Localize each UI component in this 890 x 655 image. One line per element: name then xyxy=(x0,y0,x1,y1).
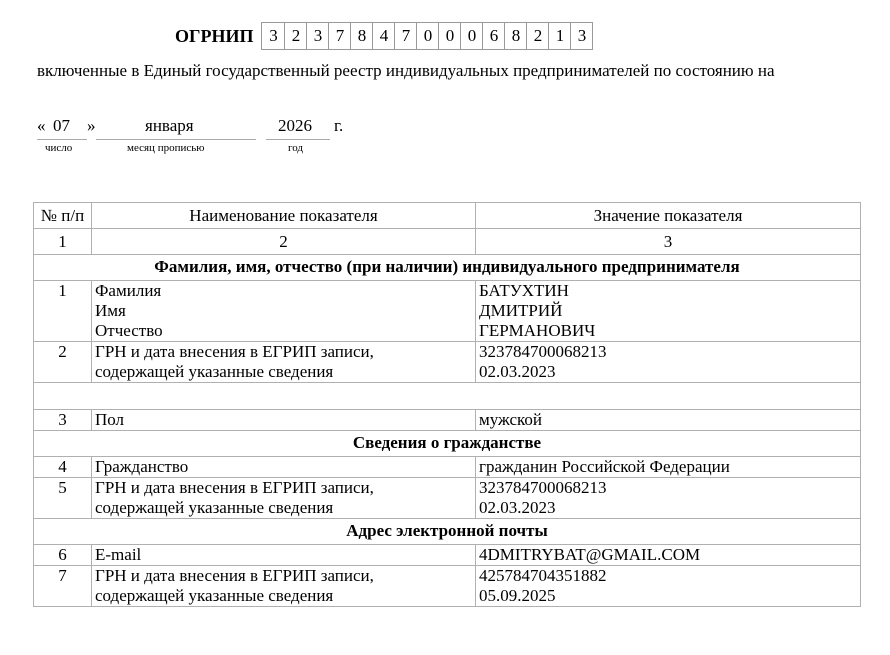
row-value xyxy=(476,342,861,383)
label-patronymic: Отчество xyxy=(95,321,163,340)
row-number: 3 xyxy=(34,410,92,431)
column-header: Значение показателя xyxy=(476,203,861,229)
ogrnip-digit: 8 xyxy=(350,23,372,49)
empty-row xyxy=(34,383,861,410)
row-value: мужской xyxy=(476,410,861,431)
column-header: № п/п xyxy=(34,203,92,229)
caption-day: число xyxy=(45,142,73,154)
ogrnip-digit: 4 xyxy=(372,23,394,49)
label-line: ГРН и дата внесения в ЕГРИП записи, xyxy=(95,566,374,585)
row-value xyxy=(476,566,861,607)
section-row xyxy=(34,255,861,281)
column-number: 1 xyxy=(34,229,92,255)
section-title-fio: Фамилия, имя, отчество (при наличии) индивидуального предпринимателя xyxy=(34,255,861,281)
value-patronymic: ГЕРМАНОВИЧ xyxy=(479,321,596,340)
day-underline xyxy=(37,139,87,140)
ogrnip-digit: 0 xyxy=(438,23,460,49)
row-label: Пол xyxy=(92,410,476,431)
column-number: 2 xyxy=(92,229,476,255)
ogrnip-label: ОГРНИП xyxy=(175,25,254,46)
egrip-data-table xyxy=(33,202,861,607)
value-surname: БАТУХТИН xyxy=(479,281,569,300)
value-grn: 425784704351882 xyxy=(479,566,607,585)
section-title-citizenship: Сведения о гражданстве xyxy=(34,431,861,457)
empty-cell xyxy=(34,383,861,410)
caption-month: месяц прописью xyxy=(127,142,205,154)
row-label xyxy=(92,566,476,607)
ogrnip-digit: 2 xyxy=(284,23,306,49)
date-close-quote: » xyxy=(87,116,96,135)
date-year: 2026 xyxy=(278,116,312,135)
value-grn: 323784700068213 xyxy=(479,342,607,361)
section-row xyxy=(34,519,861,545)
row-value: гражданин Российской Федерации xyxy=(476,457,861,478)
ogrnip-digit: 1 xyxy=(548,23,570,49)
ogrnip-digit: 3 xyxy=(306,23,328,49)
section-title-email: Адрес электронной почты xyxy=(34,519,861,545)
ogrnip-digit: 0 xyxy=(460,23,482,49)
label-line: ГРН и дата внесения в ЕГРИП записи, xyxy=(95,342,374,361)
value-grn: 323784700068213 xyxy=(479,478,607,497)
value-name: ДМИТРИЙ xyxy=(479,301,563,320)
ogrnip-digit: 2 xyxy=(526,23,548,49)
ogrnip-digit: 7 xyxy=(394,23,416,49)
row-label: Гражданство xyxy=(92,457,476,478)
row-label: E-mail xyxy=(92,545,476,566)
table-row xyxy=(34,457,861,478)
label-line: содержащей указанные сведения xyxy=(95,498,334,517)
caption-year: год xyxy=(288,142,304,154)
date-year-suffix: г. xyxy=(334,116,344,135)
label-line: содержащей указанные сведения xyxy=(95,586,334,605)
ogrnip-digit: 0 xyxy=(416,23,438,49)
date-row xyxy=(37,116,437,140)
row-label xyxy=(92,478,476,519)
table-row xyxy=(34,478,861,519)
date-month: января xyxy=(145,116,194,135)
section-row xyxy=(34,431,861,457)
label-line: ГРН и дата внесения в ЕГРИП записи, xyxy=(95,478,374,497)
table-row xyxy=(34,410,861,431)
label-name: Имя xyxy=(95,301,126,320)
ogrnip-digit: 8 xyxy=(504,23,526,49)
month-underline xyxy=(96,139,256,140)
row-number: 5 xyxy=(34,478,92,519)
row-value xyxy=(476,281,861,342)
label-surname: Фамилия xyxy=(95,281,162,300)
date-day: 07 xyxy=(53,116,70,135)
ogrnip-digit: 3 xyxy=(570,23,592,49)
table-row xyxy=(34,342,861,383)
ogrnip-digits xyxy=(261,22,593,50)
value-date: 02.03.2023 xyxy=(479,362,556,381)
intro-text: включенные в Единый государственный реестр индивидуальных предпринимателей по состоянию на xyxy=(37,61,775,80)
row-value xyxy=(476,478,861,519)
label-line: содержащей указанные сведения xyxy=(95,362,334,381)
column-number-row xyxy=(34,229,861,255)
row-number: 1 xyxy=(34,281,92,342)
value-date: 02.03.2023 xyxy=(479,498,556,517)
row-value: 4DMITRYBAT@GMAIL.COM xyxy=(476,545,861,566)
table-row xyxy=(34,566,861,607)
table-row xyxy=(34,545,861,566)
value-date: 05.09.2025 xyxy=(479,586,556,605)
row-number: 2 xyxy=(34,342,92,383)
column-header: Наименование показателя xyxy=(92,203,476,229)
table-row xyxy=(34,281,861,342)
ogrnip-digit: 6 xyxy=(482,23,504,49)
column-number: 3 xyxy=(476,229,861,255)
table-header-row xyxy=(34,203,861,229)
row-number: 7 xyxy=(34,566,92,607)
year-underline xyxy=(266,139,330,140)
ogrnip-digit: 3 xyxy=(269,26,278,45)
row-number: 6 xyxy=(34,545,92,566)
date-open-quote: « xyxy=(37,116,46,135)
ogrnip-row xyxy=(175,22,593,50)
ogrnip-digit: 7 xyxy=(328,23,350,49)
row-number: 4 xyxy=(34,457,92,478)
row-label xyxy=(92,281,476,342)
row-label xyxy=(92,342,476,383)
